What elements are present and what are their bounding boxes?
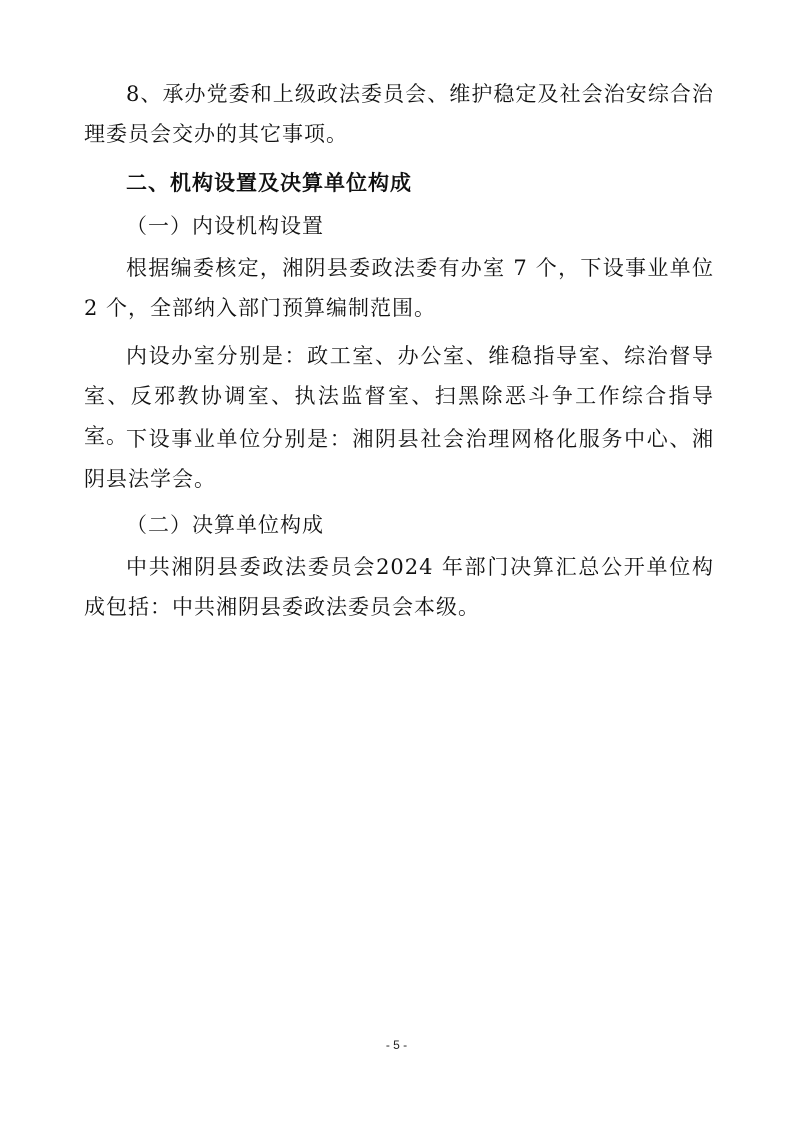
paragraph-accounting-units: 中共湘阴县委政法委员会2024 年部门决算汇总公开单位构成包括：中共湘阴县委政法委员会本级。 <box>84 555 714 619</box>
paragraph-item-8: 8、承办党委和上级政法委员会、维护稳定及社会治安综合治理委员会交办的其它事项。 <box>84 82 714 146</box>
paragraph-internal-offices: 内设办室分别是：政工室、办公室、维稳指导室、综治督导室、反邪教协调室、执法监督室、扫黑除恶斗争工作综合指导室。 <box>84 344 714 448</box>
paragraph-subordinate-units: 下设事业单位分别是：湘阴县社会治理网格化服务中心、湘阴县法学会。 <box>84 427 714 491</box>
subsection-heading-1: （一）内设机构设置 <box>126 214 324 238</box>
subsection-heading-2: （二）决算单位构成 <box>126 513 324 537</box>
section-heading-2: 二、机构设置及决算单位构成 <box>126 171 412 195</box>
page-number: - 5 - <box>385 1038 408 1052</box>
paragraph-org-count: 根据编委核定，湘阴县委政法委有办室 7 个，下设事业单位 2 个，全部纳入部门预算编制范围。 <box>84 256 714 320</box>
